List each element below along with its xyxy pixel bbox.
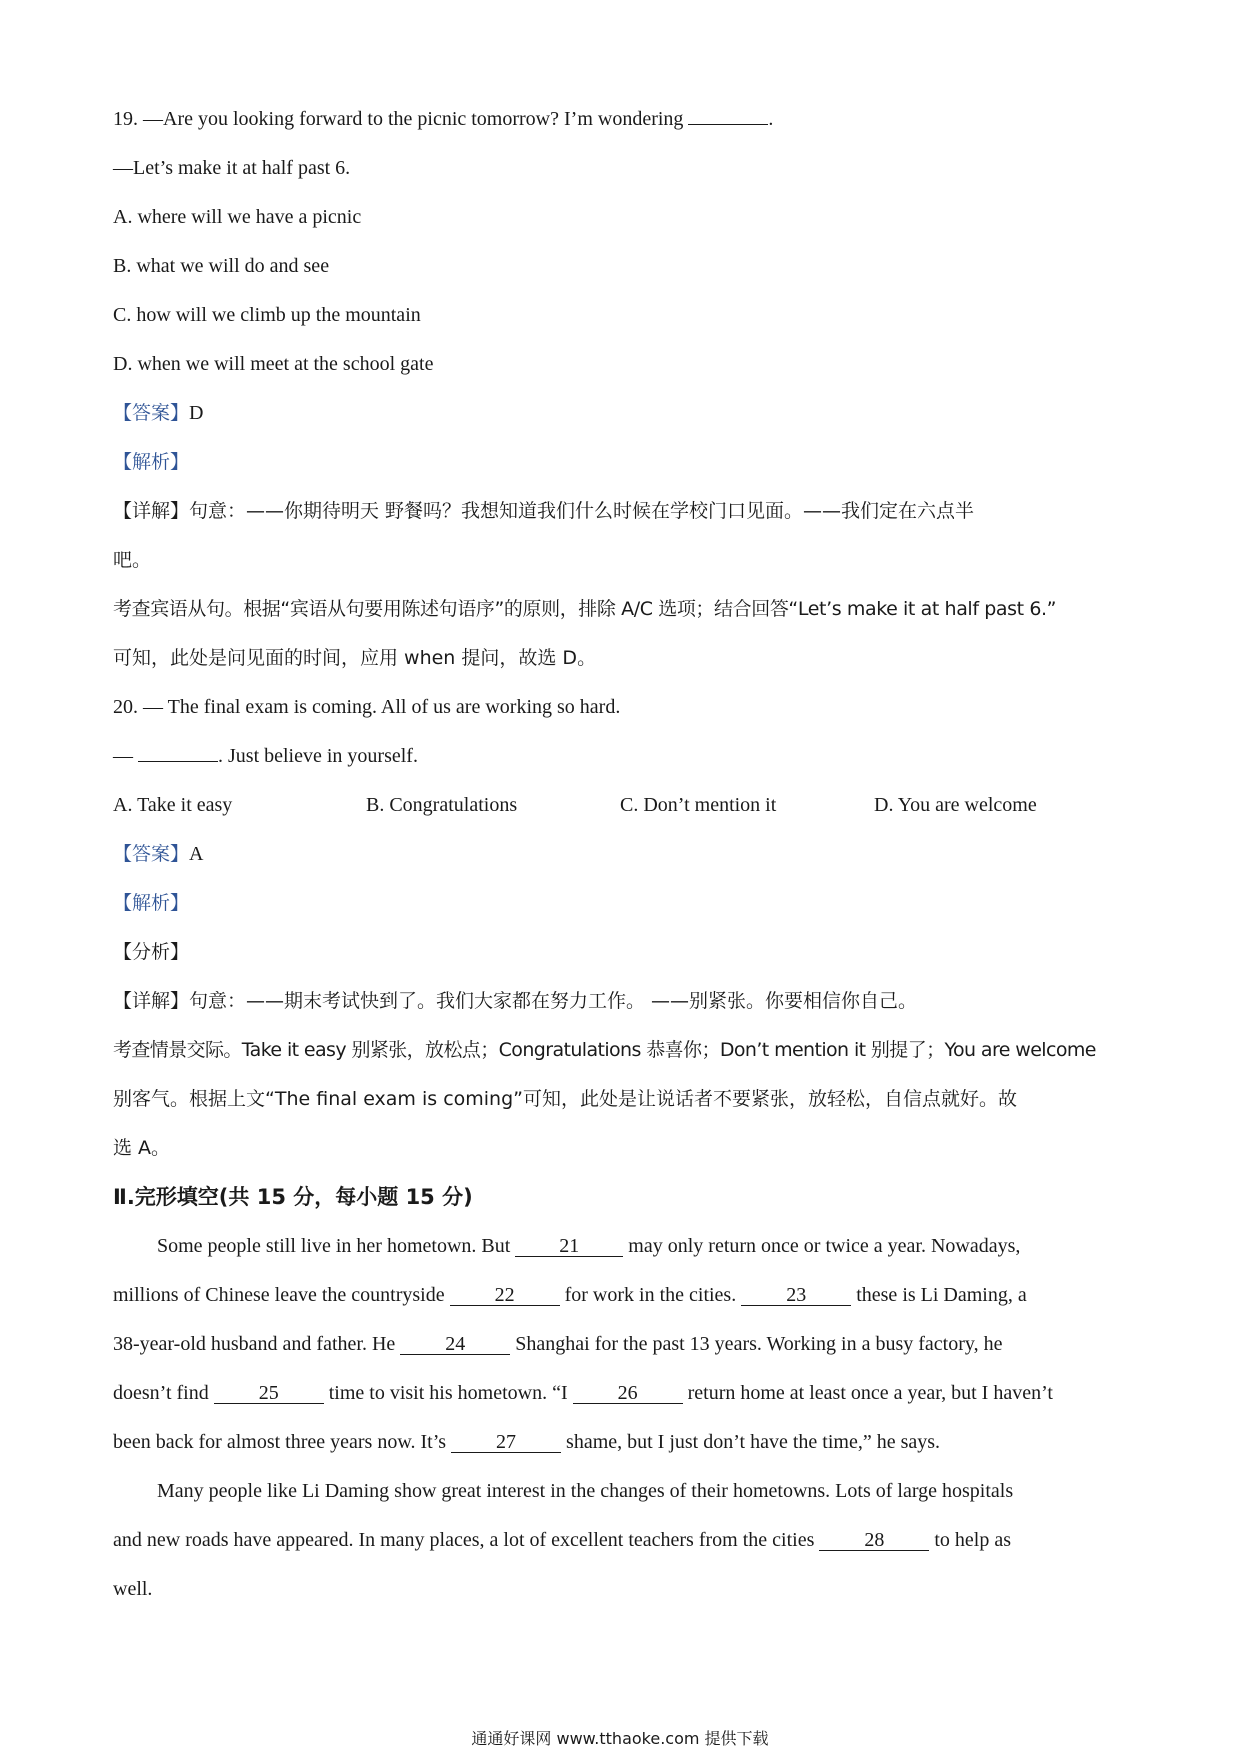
- q19-option-b: B. what we will do and see: [113, 255, 330, 277]
- q19-detail-line-3: 考查宾语从句。根据“宾语从句要用陈述句语序”的原则，排除 A/C 选项；结合回答“Let’s make it at half past 6.”: [113, 598, 1057, 620]
- q19-answer: [113, 389, 1133, 438]
- blank-26: 26: [573, 1383, 683, 1404]
- q20-option-b: B. Congratulations: [366, 794, 518, 816]
- q19-analysis-tag: 【解析】: [113, 451, 190, 473]
- q20-stem: 20. — The final exam is coming. All of us are working so hard.: [113, 696, 621, 718]
- passage-line-3: 38-year-old husband and father. He 24 Shanghai for the past 13 years. Working in a busy factory, he: [113, 1333, 1003, 1355]
- blank-25: 25: [214, 1383, 324, 1404]
- q19-option-a: A. where will we have a picnic: [113, 206, 362, 228]
- q20-detail-line-4: 选 A。: [113, 1137, 171, 1159]
- q20-options: [113, 781, 1133, 830]
- q20-detail-line-2: 考查情景交际。Take it easy 别紧张，放松点；Congratulations 恭喜你；Don’t mention it 别提了；You are welcome: [113, 1039, 1096, 1061]
- answer-tag: 【答案】: [113, 843, 190, 865]
- blank-27: 27: [451, 1432, 561, 1453]
- passage-line-6: Many people like Li Daming show great interest in the changes of their hometowns. Lots of large hospitals: [157, 1480, 1014, 1502]
- answer-value: A: [189, 843, 204, 865]
- q19-detail-line-2: 吧。: [113, 549, 152, 571]
- passage-line-5: been back for almost three years now. It’s 27 shame, but I just don’t have the time,” he says.: [113, 1431, 941, 1453]
- passage-line-1: Some people still live in her hometown. But 21 may only return once or twice a year. Nowadays,: [157, 1235, 1021, 1257]
- answer-tag: 【答案】: [113, 402, 190, 424]
- passage-line-7: and new roads have appeared. In many places, a lot of excellent teachers from the cities 28 to help as: [113, 1529, 1012, 1551]
- q19-stem: 19. —Are you looking forward to the picnic tomorrow? I’m wondering .: [113, 108, 774, 130]
- q19-blank: [688, 106, 768, 125]
- q20-fenxi-tag: 【分析】: [113, 941, 190, 963]
- page-footer: 通通好课网 www.tthaoke.com 提供下载: [471, 1729, 769, 1748]
- q20-option-a: A. Take it easy: [113, 794, 233, 816]
- q20-blank: [138, 743, 218, 762]
- q20-detail-line-3: 别客气。根据上文“The final exam is coming”可知，此处是让说话者不要紧张，放轻松，自信点就好。故: [113, 1088, 1018, 1110]
- blank-28: 28: [819, 1530, 929, 1551]
- q19-option-c: C. how will we climb up the mountain: [113, 304, 421, 326]
- passage-line-8: well.: [113, 1578, 153, 1600]
- q20-analysis-tag: 【解析】: [113, 892, 190, 914]
- q20-reply: — . Just believe in yourself.: [113, 745, 418, 767]
- q19-reply: —Let’s make it at half past 6.: [113, 157, 351, 179]
- document-page: [113, 95, 1133, 1614]
- passage-line-2: millions of Chinese leave the countryside 22 for work in the cities. 23 these is Li Daming, a: [113, 1284, 1027, 1306]
- blank-21: 21: [515, 1236, 623, 1257]
- blank-23: 23: [741, 1285, 851, 1306]
- q20-option-d: D. You are welcome: [874, 794, 1037, 816]
- q19-detail-line-4: 可知，此处是问见面的时间，应用 when 提问，故选 D。: [113, 647, 597, 669]
- blank-22: 22: [450, 1285, 560, 1306]
- blank-24: 24: [400, 1334, 510, 1355]
- q19-detail-line-1: 【详解】句意：——你期待明天 野餐吗？我想知道我们什么时候在学校门口见面。——我们定在六点半: [113, 500, 975, 522]
- q20-option-c: C. Don’t mention it: [620, 794, 777, 816]
- passage-line-4: doesn’t find 25 time to visit his hometown. “I 26 return home at least once a year, but I haven’t: [113, 1382, 1053, 1404]
- section-title: Ⅱ.完形填空(共 15 分，每小题 15 分): [113, 1185, 473, 1209]
- q20-answer: [113, 830, 1133, 879]
- q20-detail-line-1: 【详解】句意：——期末考试快到了。我们大家都在努力工作。 ——别紧张。你要相信你自己。: [113, 990, 918, 1012]
- q19-option-d: D. when we will meet at the school gate: [113, 353, 434, 375]
- answer-value: D: [189, 402, 204, 424]
